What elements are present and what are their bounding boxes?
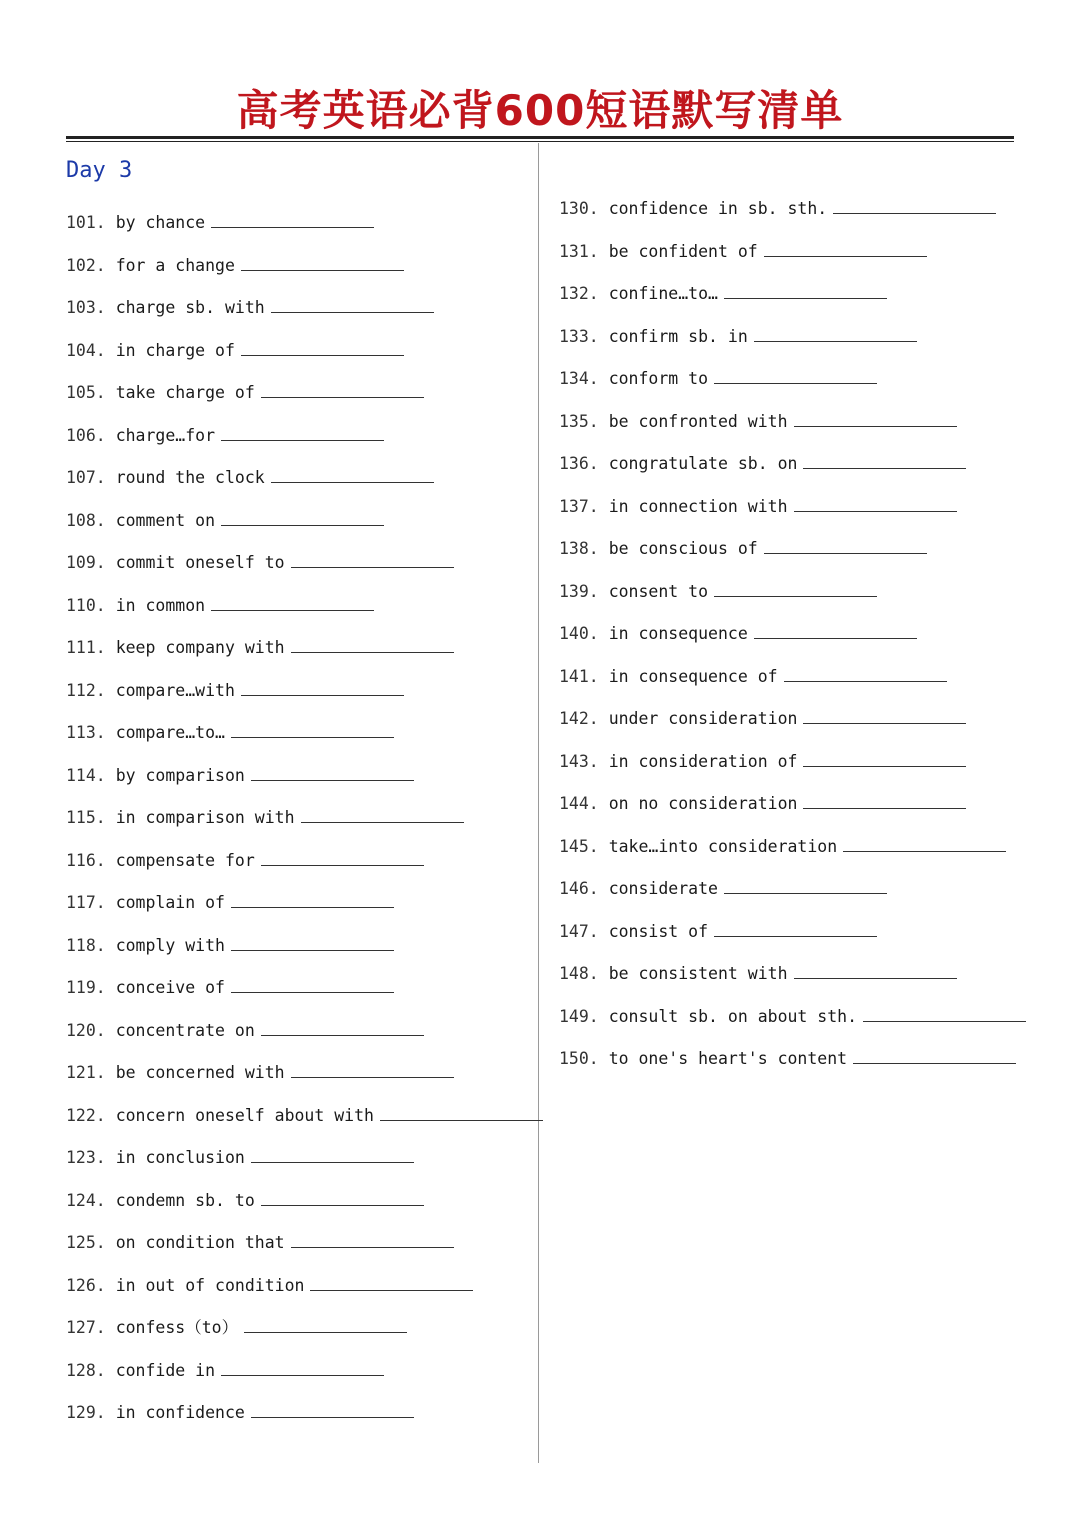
answer-blank[interactable] — [310, 1272, 473, 1291]
item-number: 126. — [66, 1275, 106, 1295]
answer-blank[interactable] — [291, 1059, 454, 1078]
item-phrase: confidence in sb. sth. — [608, 199, 828, 218]
item-phrase: in common — [115, 595, 206, 615]
answer-blank[interactable] — [261, 1017, 424, 1036]
item-phrase: commit oneself to — [115, 553, 285, 572]
phrase-item — [66, 804, 464, 830]
item-phrase: by comparison — [115, 765, 245, 785]
item-number: 127. — [66, 1318, 106, 1337]
item-number: 116. — [66, 850, 106, 870]
answer-blank[interactable] — [291, 1229, 454, 1248]
answer-blank[interactable] — [261, 379, 424, 398]
answer-blank[interactable] — [714, 578, 877, 597]
phrase-item — [66, 549, 454, 575]
phrase-item — [559, 833, 1006, 859]
item-number: 111. — [66, 638, 106, 657]
answer-blank[interactable] — [221, 1357, 384, 1376]
item-number: 150. — [559, 1049, 599, 1068]
phrase-item — [559, 195, 996, 221]
item-number: 146. — [559, 879, 599, 898]
item-number: 115. — [66, 808, 106, 827]
phrase-item — [66, 294, 434, 320]
title-rule-thin — [66, 141, 1014, 142]
item-phrase: in confidence — [115, 1403, 245, 1422]
phrase-item — [559, 408, 957, 434]
item-phrase: round the clock — [115, 468, 265, 487]
phrase-item — [66, 379, 424, 405]
item-number: 123. — [66, 1148, 106, 1167]
item-number: 129. — [66, 1403, 106, 1422]
item-phrase: take…into consideration — [608, 836, 838, 856]
item-number: 106. — [66, 425, 106, 445]
phrase-item — [66, 464, 434, 490]
answer-blank[interactable] — [241, 337, 404, 356]
phrase-item — [66, 422, 384, 448]
day-label: Day 3 — [66, 158, 133, 183]
answer-blank[interactable] — [261, 847, 424, 866]
phrase-item — [66, 1314, 407, 1340]
item-phrase: for a change — [115, 255, 235, 275]
phrase-item — [559, 1003, 1026, 1029]
phrase-item — [66, 847, 424, 873]
answer-blank[interactable] — [724, 280, 887, 299]
item-number: 109. — [66, 553, 106, 572]
answer-blank[interactable] — [251, 1399, 414, 1418]
item-phrase: be confronted with — [608, 411, 788, 431]
phrase-item — [66, 507, 384, 533]
phrase-item — [66, 1357, 384, 1383]
answer-blank[interactable] — [833, 195, 996, 214]
page-title: 高考英语必背600短语默写清单 — [236, 86, 844, 135]
item-number: 148. — [559, 964, 599, 983]
phrase-item — [66, 932, 394, 958]
item-number: 139. — [559, 581, 599, 601]
column-divider — [538, 143, 539, 1463]
phrase-item — [559, 450, 966, 476]
item-phrase: congratulate sb. on — [608, 454, 798, 473]
item-number: 122. — [66, 1105, 106, 1125]
item-number: 147. — [559, 921, 599, 941]
item-number: 112. — [66, 680, 106, 700]
item-number: 145. — [559, 836, 599, 856]
item-phrase: comply with — [115, 935, 225, 955]
item-phrase: confine…to… — [608, 284, 718, 303]
phrase-item — [66, 889, 394, 915]
answer-blank[interactable] — [380, 1102, 543, 1121]
answer-blank[interactable] — [754, 620, 917, 639]
item-phrase: keep company with — [115, 638, 285, 657]
phrase-item — [559, 875, 887, 901]
answer-blank[interactable] — [853, 1045, 1016, 1064]
answer-blank[interactable] — [301, 804, 464, 823]
phrase-item — [66, 719, 394, 745]
answer-blank[interactable] — [244, 1314, 407, 1333]
item-number: 143. — [559, 751, 599, 771]
item-number: 144. — [559, 794, 599, 813]
item-number: 103. — [66, 298, 106, 317]
item-phrase: in conclusion — [115, 1148, 245, 1167]
answer-blank[interactable] — [803, 450, 966, 469]
item-number: 138. — [559, 539, 599, 558]
answer-blank[interactable] — [251, 1144, 414, 1163]
phrase-item — [559, 748, 966, 774]
answer-blank[interactable] — [221, 422, 384, 441]
answer-blank[interactable] — [794, 493, 957, 512]
phrase-item — [66, 592, 374, 618]
item-phrase: in consequence — [608, 624, 748, 643]
item-phrase: under consideration — [608, 709, 798, 728]
item-number: 131. — [559, 241, 599, 261]
item-phrase: consent to — [608, 581, 709, 601]
item-number: 107. — [66, 468, 106, 487]
answer-blank[interactable] — [803, 705, 966, 724]
phrase-item — [66, 1272, 473, 1298]
phrase-item — [559, 620, 917, 646]
answer-blank[interactable] — [271, 464, 434, 483]
phrase-item — [66, 762, 414, 788]
item-number: 101. — [66, 213, 106, 232]
item-phrase: compensate for — [115, 850, 255, 870]
phrase-item — [66, 337, 404, 363]
answer-blank[interactable] — [231, 719, 394, 738]
item-phrase: condemn sb. to — [115, 1190, 255, 1210]
phrase-item — [66, 677, 404, 703]
item-phrase: in consequence of — [608, 666, 778, 686]
item-phrase: in comparison with — [115, 808, 295, 827]
item-number: 124. — [66, 1190, 106, 1210]
item-phrase: confess（to） — [115, 1318, 239, 1337]
item-phrase: charge…for — [115, 425, 216, 445]
phrase-item — [559, 790, 966, 816]
item-phrase: on no consideration — [608, 794, 798, 813]
answer-blank[interactable] — [231, 974, 394, 993]
item-phrase: complain of — [115, 893, 225, 912]
item-number: 140. — [559, 624, 599, 643]
answer-blank[interactable] — [231, 932, 394, 951]
item-number: 119. — [66, 978, 106, 997]
item-number: 108. — [66, 510, 106, 530]
item-phrase: compare…to… — [115, 723, 225, 742]
item-phrase: charge sb. with — [115, 298, 265, 317]
item-phrase: be consistent with — [608, 964, 788, 983]
phrase-item — [66, 1102, 543, 1128]
item-number: 133. — [559, 326, 599, 346]
phrase-item — [66, 1144, 414, 1170]
phrase-item — [559, 1045, 1016, 1071]
item-number: 104. — [66, 340, 106, 360]
item-phrase: in charge of — [115, 340, 235, 360]
answer-blank[interactable] — [211, 592, 374, 611]
item-phrase: in out of condition — [115, 1275, 305, 1295]
item-number: 110. — [66, 595, 106, 615]
item-phrase: confirm sb. in — [608, 326, 748, 346]
item-number: 128. — [66, 1360, 106, 1380]
answer-blank[interactable] — [714, 365, 877, 384]
item-phrase: in consideration of — [608, 751, 798, 771]
phrase-item — [66, 1187, 424, 1213]
phrase-item — [66, 252, 404, 278]
answer-blank[interactable] — [803, 748, 966, 767]
item-phrase: consist of — [608, 921, 709, 941]
phrase-item — [559, 663, 947, 689]
answer-blank[interactable] — [221, 507, 384, 526]
item-phrase: consult sb. on about sth. — [608, 1006, 858, 1026]
phrase-item — [559, 578, 877, 604]
item-number: 118. — [66, 935, 106, 955]
answer-blank[interactable] — [764, 238, 927, 257]
item-number: 125. — [66, 1233, 106, 1252]
item-phrase: compare…with — [115, 680, 235, 700]
item-phrase: be conscious of — [608, 539, 758, 558]
phrase-item — [66, 1059, 454, 1085]
phrase-item — [66, 209, 374, 235]
answer-blank[interactable] — [714, 918, 877, 937]
phrase-item — [559, 960, 957, 986]
item-number: 130. — [559, 199, 599, 218]
item-phrase: by chance — [115, 213, 206, 232]
item-number: 121. — [66, 1063, 106, 1082]
item-phrase: comment on — [115, 510, 216, 530]
phrase-item — [559, 493, 957, 519]
item-number: 142. — [559, 709, 599, 728]
phrase-item — [66, 974, 394, 1000]
item-number: 134. — [559, 369, 599, 388]
item-phrase: be concerned with — [115, 1063, 285, 1082]
item-phrase: to one's heart's content — [608, 1049, 848, 1068]
answer-blank[interactable] — [803, 790, 966, 809]
answer-blank[interactable] — [291, 634, 454, 653]
answer-blank[interactable] — [794, 960, 957, 979]
item-number: 137. — [559, 496, 599, 516]
item-number: 141. — [559, 666, 599, 686]
answer-blank[interactable] — [291, 549, 454, 568]
title-rule-thick — [66, 136, 1014, 139]
item-number: 136. — [559, 454, 599, 473]
answer-blank[interactable] — [241, 677, 404, 696]
answer-blank[interactable] — [764, 535, 927, 554]
item-phrase: concentrate on — [115, 1020, 255, 1040]
phrase-item — [66, 1399, 414, 1425]
answer-blank[interactable] — [724, 875, 887, 894]
item-phrase: be confident of — [608, 241, 758, 261]
phrase-item — [559, 365, 877, 391]
phrase-item — [66, 634, 454, 660]
phrase-item — [559, 323, 917, 349]
item-number: 132. — [559, 284, 599, 303]
answer-blank[interactable] — [231, 889, 394, 908]
phrase-item — [559, 535, 927, 561]
phrase-item — [559, 705, 966, 731]
item-phrase: conform to — [608, 369, 709, 388]
item-number: 120. — [66, 1020, 106, 1040]
answer-blank[interactable] — [843, 833, 1006, 852]
item-phrase: concern oneself about with — [115, 1105, 374, 1125]
answer-blank[interactable] — [863, 1003, 1026, 1022]
answer-blank[interactable] — [784, 663, 947, 682]
phrase-item — [66, 1017, 424, 1043]
item-number: 149. — [559, 1006, 599, 1026]
phrase-item — [559, 918, 877, 944]
item-number: 102. — [66, 255, 106, 275]
phrase-item — [66, 1229, 454, 1255]
answer-blank[interactable] — [261, 1187, 424, 1206]
answer-blank[interactable] — [251, 762, 414, 781]
phrase-item — [559, 280, 887, 306]
answer-blank[interactable] — [794, 408, 957, 427]
item-number: 135. — [559, 411, 599, 431]
item-phrase: on condition that — [115, 1233, 285, 1252]
answer-blank[interactable] — [241, 252, 404, 271]
item-number: 113. — [66, 723, 106, 742]
answer-blank[interactable] — [211, 209, 374, 228]
answer-blank[interactable] — [271, 294, 434, 313]
item-number: 117. — [66, 893, 106, 912]
item-phrase: conceive of — [115, 978, 225, 997]
item-phrase: considerate — [608, 879, 718, 898]
item-phrase: in connection with — [608, 496, 788, 516]
item-phrase: confide in — [115, 1360, 216, 1380]
item-number: 114. — [66, 765, 106, 785]
item-phrase: take charge of — [115, 383, 255, 402]
phrase-item — [559, 238, 927, 264]
item-number: 105. — [66, 383, 106, 402]
answer-blank[interactable] — [754, 323, 917, 342]
